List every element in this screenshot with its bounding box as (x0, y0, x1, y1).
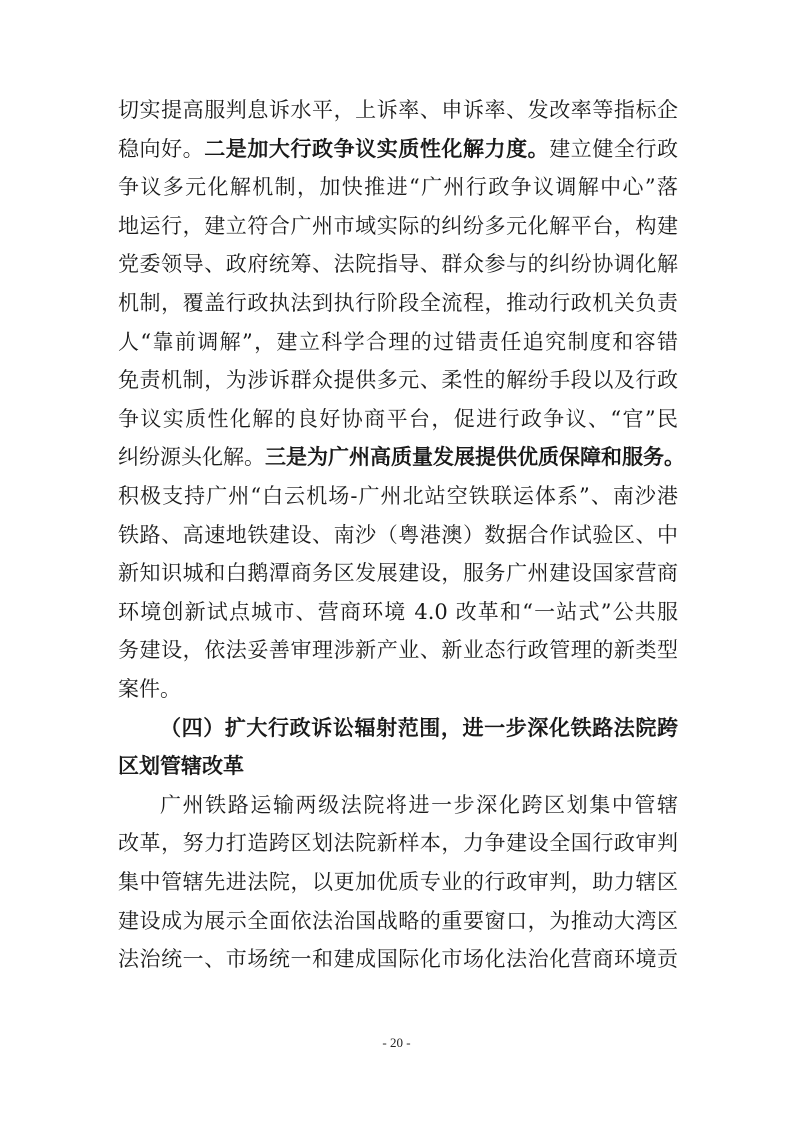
text-line (118, 172, 678, 202)
text-line (118, 365, 678, 395)
text-segment: 稳向好。 (118, 136, 205, 161)
text-segment: 新知识城和白鹅潭商务区发展建设，服务广州建设国家营商 (118, 561, 678, 586)
text-segment: 改革，努力打造跨区划法院新样本，力争建设全国行政审判 (118, 831, 678, 856)
text-segment: 铁路、高速地铁建设、南沙（粤港澳）数据合作试验区、中 (118, 522, 678, 547)
text-segment: 人“靠前调解”，建立科学合理的过错责任追究制度和容错 (118, 329, 678, 354)
text-line (118, 944, 678, 974)
text-line (118, 249, 678, 279)
bold-text-segment: 二是加大行政争议实质性化解力度。 (204, 135, 550, 161)
text-segment: 环境创新试点城市、营商环境 4.0 改革和“一站式”公共服 (118, 599, 678, 624)
text-line (118, 597, 678, 627)
text-line (118, 674, 678, 704)
text-segment: 建设成为展示全面依法治国战略的重要窗口，为推动大湾区 (118, 908, 678, 933)
text-segment: 广州铁路运输两级法院将进一步深化跨区划集中管辖 (160, 792, 678, 817)
text-segment: 建立健全行政 (549, 136, 679, 161)
text-segment: 积极支持广州“白云机场-广州北站空铁联运体系”、南沙港 (118, 484, 678, 508)
text-line (160, 790, 678, 820)
text-line (118, 442, 685, 472)
text-line (118, 134, 678, 164)
bold-text-segment: （四）扩大行政诉讼辐射范围，进一步深化铁路法院跨 (160, 714, 678, 740)
text-segment: 切实提高服判息诉水平，上诉率、申诉率、发改率等指标企 (118, 98, 678, 122)
text-line (118, 558, 678, 588)
bold-text-segment: 三是为广州高质量发展提供优质保障和服务。 (265, 444, 685, 470)
text-segment: 争议实质性化解的良好协商平台，促进行政争议、“官”民 (118, 406, 678, 431)
text-line (118, 211, 678, 241)
text-line (118, 404, 678, 434)
text-segment: 法治统一、市场统一和建成国际化市场化法治化营商环境贡 (118, 947, 678, 972)
text-segment: 纠纷源头化解。 (118, 445, 265, 470)
text-segment: 机制，覆盖行政执法到执行阶段全流程，推动行政机关负责 (118, 291, 678, 315)
text-line (118, 906, 678, 936)
text-line (118, 288, 678, 318)
text-line (118, 520, 678, 550)
bold-text-segment: 区划管辖改革 (118, 753, 244, 779)
text-segment: 争议多元化解机制，加快推进“广州行政争议调解中心”落 (118, 175, 678, 200)
text-line (118, 95, 678, 125)
text-segment: 集中管辖先进法院，以更加优质专业的行政审判，助力辖区 (118, 870, 678, 894)
text-segment: 地运行，建立符合广州市域实际的纠纷多元化解平台，构建 (118, 213, 678, 238)
text-line (118, 481, 678, 511)
text-line (118, 828, 678, 858)
text-line (118, 751, 678, 781)
text-segment: 务建设，依法妥善审理涉新产业、新业态行政管理的新类型 (118, 638, 678, 663)
text-line (118, 635, 678, 665)
text-line (118, 327, 678, 357)
text-line (160, 713, 678, 743)
text-segment: 案件。 (118, 677, 181, 701)
text-segment: 党委领导、政府统筹、法院指导、群众参与的纠纷协调化解 (118, 252, 678, 277)
page-number: - 20 - (382, 1035, 411, 1050)
text-line (118, 867, 678, 897)
text-segment: 免责机制，为涉诉群众提供多元、柔性的解纷手段以及行政 (118, 368, 678, 393)
